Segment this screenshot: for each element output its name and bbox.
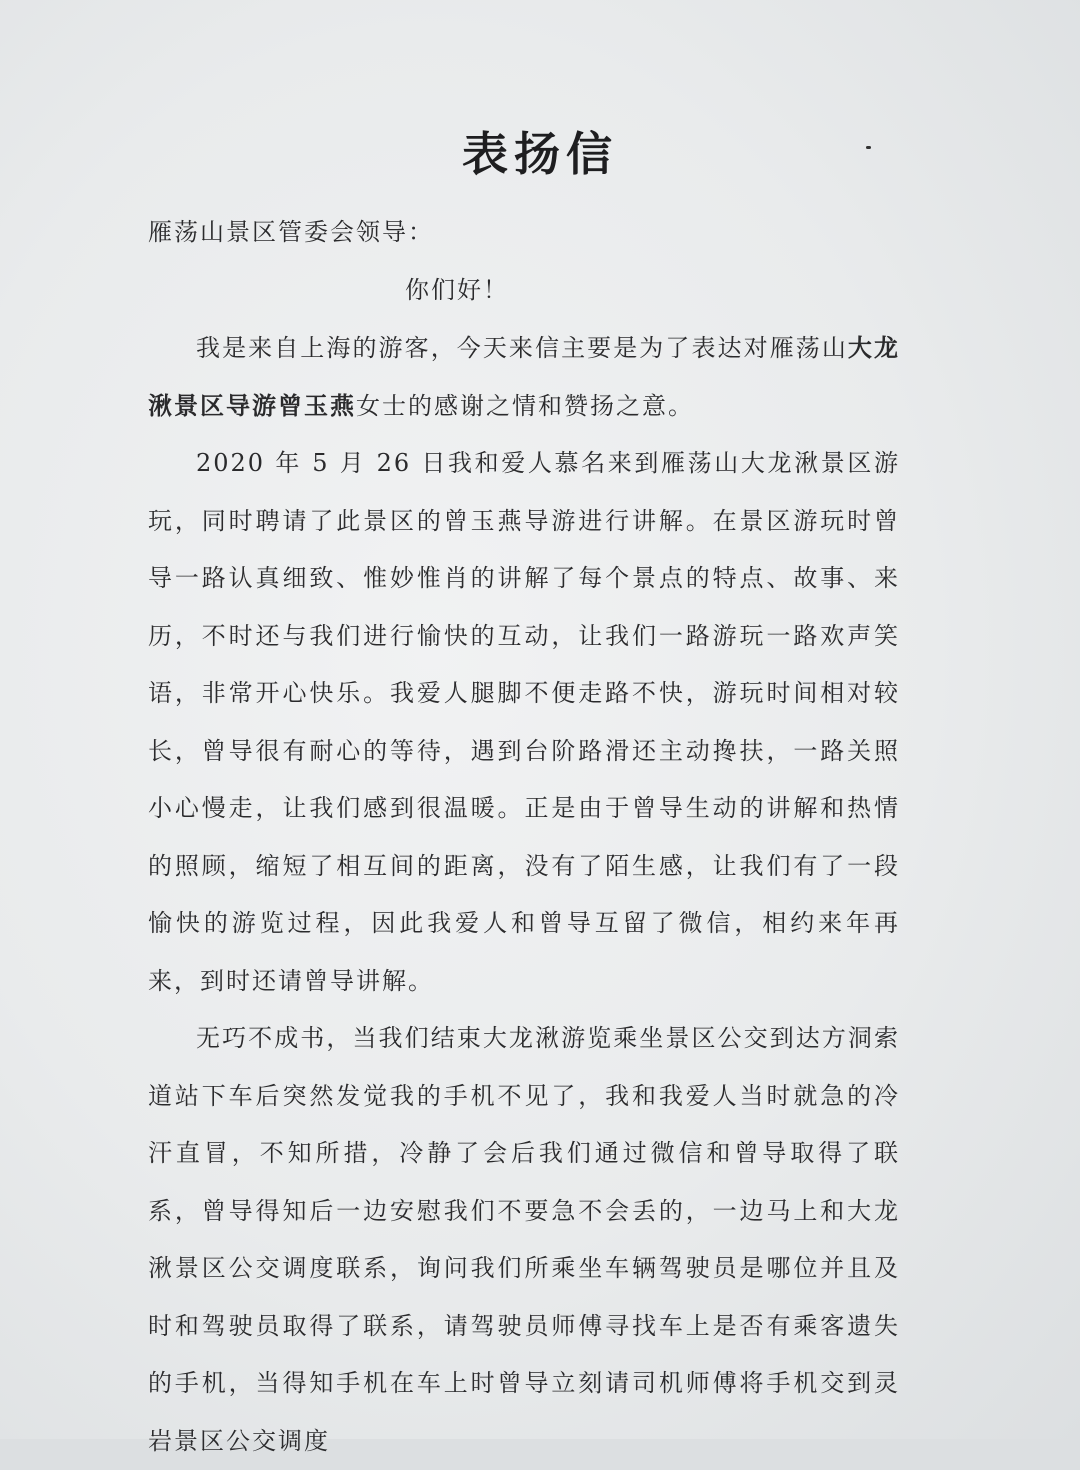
letter-salutation: 雁荡山景区管委会领导： bbox=[148, 218, 434, 246]
paper-speck bbox=[866, 146, 871, 149]
paragraph-1-emphasis: 大龙湫景区导游曾玉燕 bbox=[148, 334, 900, 420]
letter-title: 表扬信 bbox=[462, 127, 618, 181]
paragraph-3: 无巧不成书，当我们结束大龙湫游览乘坐景区公交到达方洞索道站下车后突然发觉我的手机不见了，我和我爱人当时就急的冷汗直冒，不知所措，冷静了会后我们通过微信和曾导取得了联系，曾导得知后一边安慰我们不要急不会丢的，一边马上和大龙湫景区公交调度联系，询问我们所乘坐车辆驾驶员是哪位并且及时和驾驶员取得了联系，请驾驶员师傅寻找车上是否有乘客遗失的手机，当得知手机在车上时曾导立刻请司机师傅将手机交到灵岩景区公交调度 bbox=[148, 1024, 900, 1455]
paragraph-1 bbox=[148, 320, 900, 435]
paragraph-1-outro: 女士的感谢之情和赞扬之意。 bbox=[356, 391, 694, 420]
paragraph-1-intro: 我是来自上海的游客，今天来信主要是为了表达对雁荡山 bbox=[196, 334, 848, 362]
paragraph-2: 2020 年 5 月 26 日我和爱人慕名来到雁荡山大龙湫景区游玩，同时聘请了此景区的曾玉燕导游进行讲解。在景区游玩时曾导一路认真细致、惟妙惟肖的讲解了每个景点的特点、故事、来历，不时还与我们进行愉快的互动，让我们一路游玩一路欢声笑语，非常开心快乐。我爱人腿脚不便走路不快，游玩时间相对较长，曾导很有耐心的等待，遇到台阶路滑还主动搀扶，一路关照小心慢走，让我们感到很温暖。正是由于曾导生动的讲解和热情的照顾，缩短了相互间的距离，没有了陌生感，让我们有了一段愉快的游览过程，因此我爱人和曾导互留了微信，相约来年再来，到时还请曾导讲解。 bbox=[148, 449, 900, 995]
letter-body bbox=[148, 320, 900, 1470]
letter-greeting: 你们好！ bbox=[405, 276, 509, 304]
